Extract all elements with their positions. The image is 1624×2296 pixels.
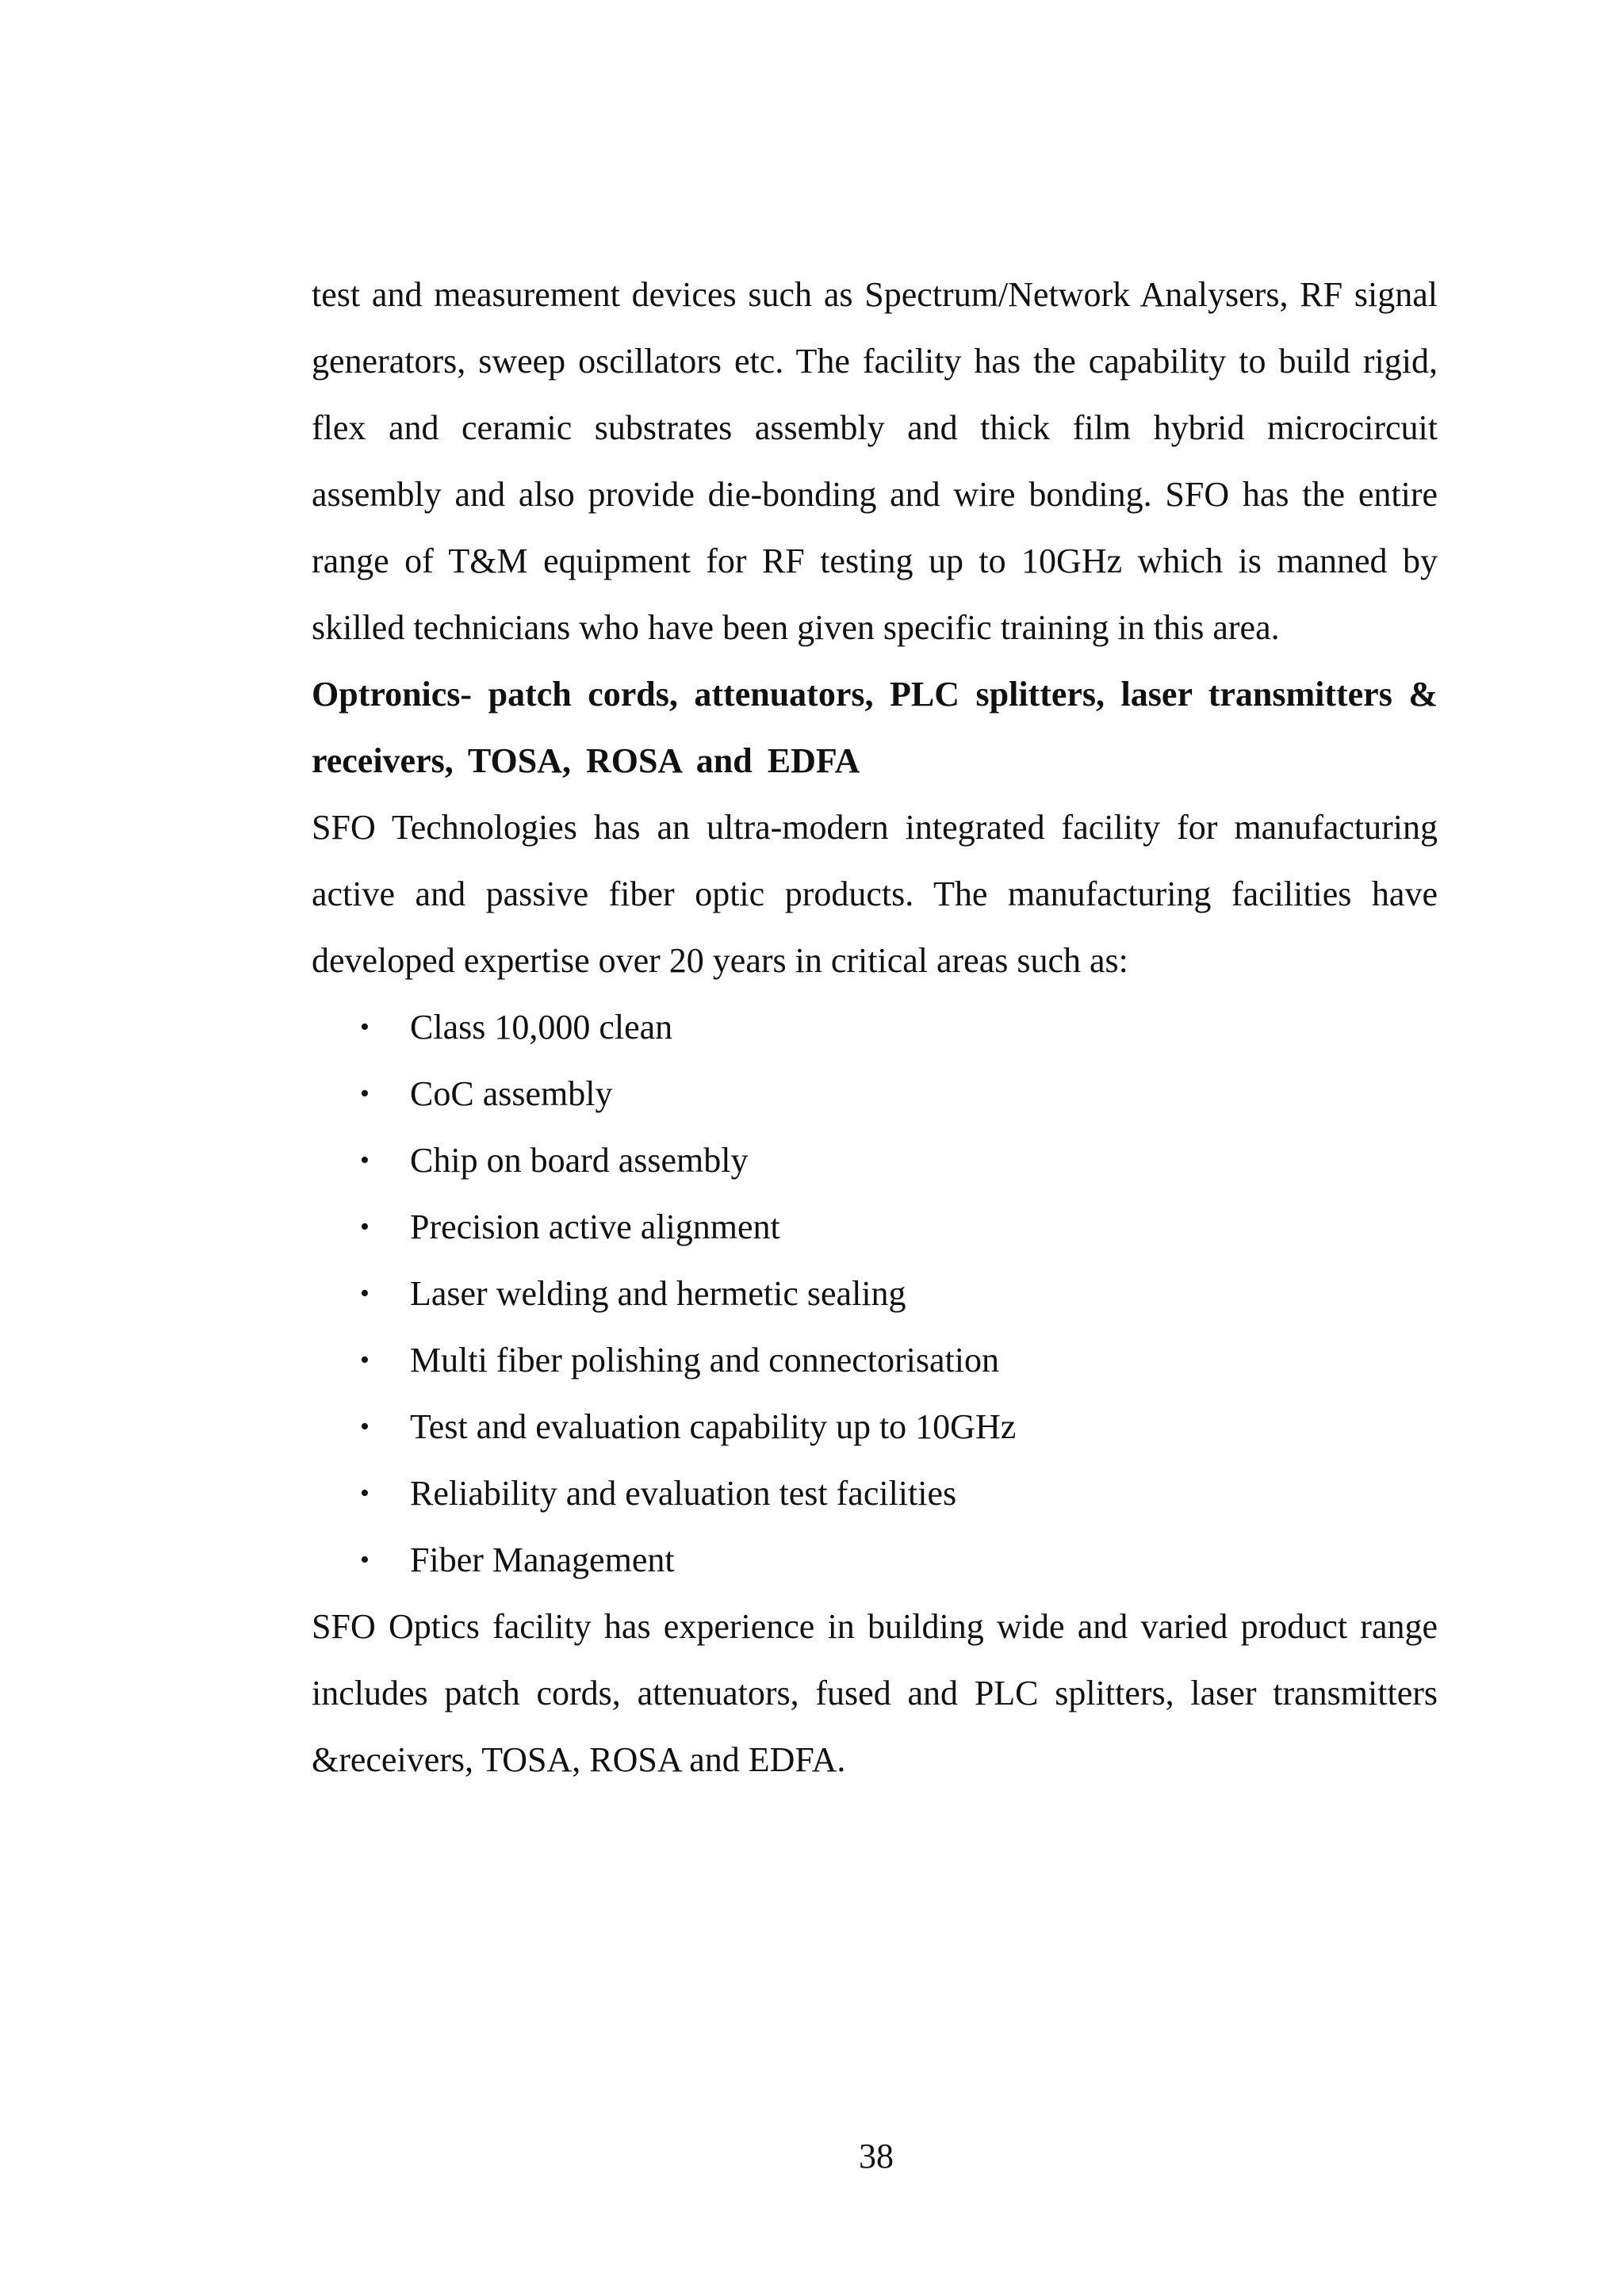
page-body [312,262,1438,1793]
list-item [312,1194,1438,1261]
bullet-icon: • [360,1146,370,1175]
list-item-text: Chip on board assembly [410,1141,749,1180]
bullet-icon: • [360,1012,370,1042]
list-item [312,1394,1438,1460]
section-paragraph: SFO Technologies has an ultra-modern integrated facility for manufacturing active and passive fiber optic products. The manufacturing facilities have developed expertise over 20 years in critical areas such as: [312,808,1438,980]
list-item-text: Precision active alignment [410,1207,780,1246]
list-item-text: Laser welding and hermetic sealing [410,1274,906,1313]
bullet-icon: • [360,1545,370,1575]
list-item-text: Multi fiber polishing and connectorisation [410,1341,999,1380]
section-heading: Optronics- patch cords, attenuators, PLC splitters, laser transmitters & receivers, TOSA, ROSA and EDFA [312,675,1438,780]
list-item [312,1127,1438,1194]
list-item-text: Class 10,000 clean [410,1008,673,1047]
list-item [312,1460,1438,1527]
list-item-text: Reliability and evaluation test facilities [410,1474,957,1513]
bullet-icon: • [360,1412,370,1441]
list-item [312,1061,1438,1127]
bullet-icon: • [360,1079,370,1108]
closing-paragraph: SFO Optics facility has experience in building wide and varied product range includes patch cords, attenuators, fused and PLC splitters, laser transmitters &receivers, TOSA, ROSA and EDFA. [312,1607,1438,1779]
page-number: 38 [859,2137,894,2175]
bullet-icon: • [360,1345,370,1375]
bullet-icon: • [360,1479,370,1508]
list-item [312,1527,1438,1594]
list-item-text: Fiber Management [410,1540,675,1579]
bullet-icon: • [360,1279,370,1308]
bullet-icon: • [360,1212,370,1242]
intro-paragraph: test and measurement devices such as Spectrum/Network Analysers, RF signal generators, sweep oscillators etc. The facility has the capability to build rigid, flex and ceramic substrates assembly and thick film hybrid microcircuit assembly and also provide die-bonding and wire bonding. SFO has the entire range of T&M equipment for RF testing up to 10GHz which is manned by skilled technicians who have been given specific training in this area. [312,275,1438,647]
list-item-text: Test and evaluation capability up to 10GHz [410,1407,1017,1446]
list-item [312,994,1438,1061]
list-item-text: CoC assembly [410,1074,613,1113]
capability-list [312,994,1438,1594]
list-item [312,1261,1438,1327]
list-item [312,1327,1438,1394]
